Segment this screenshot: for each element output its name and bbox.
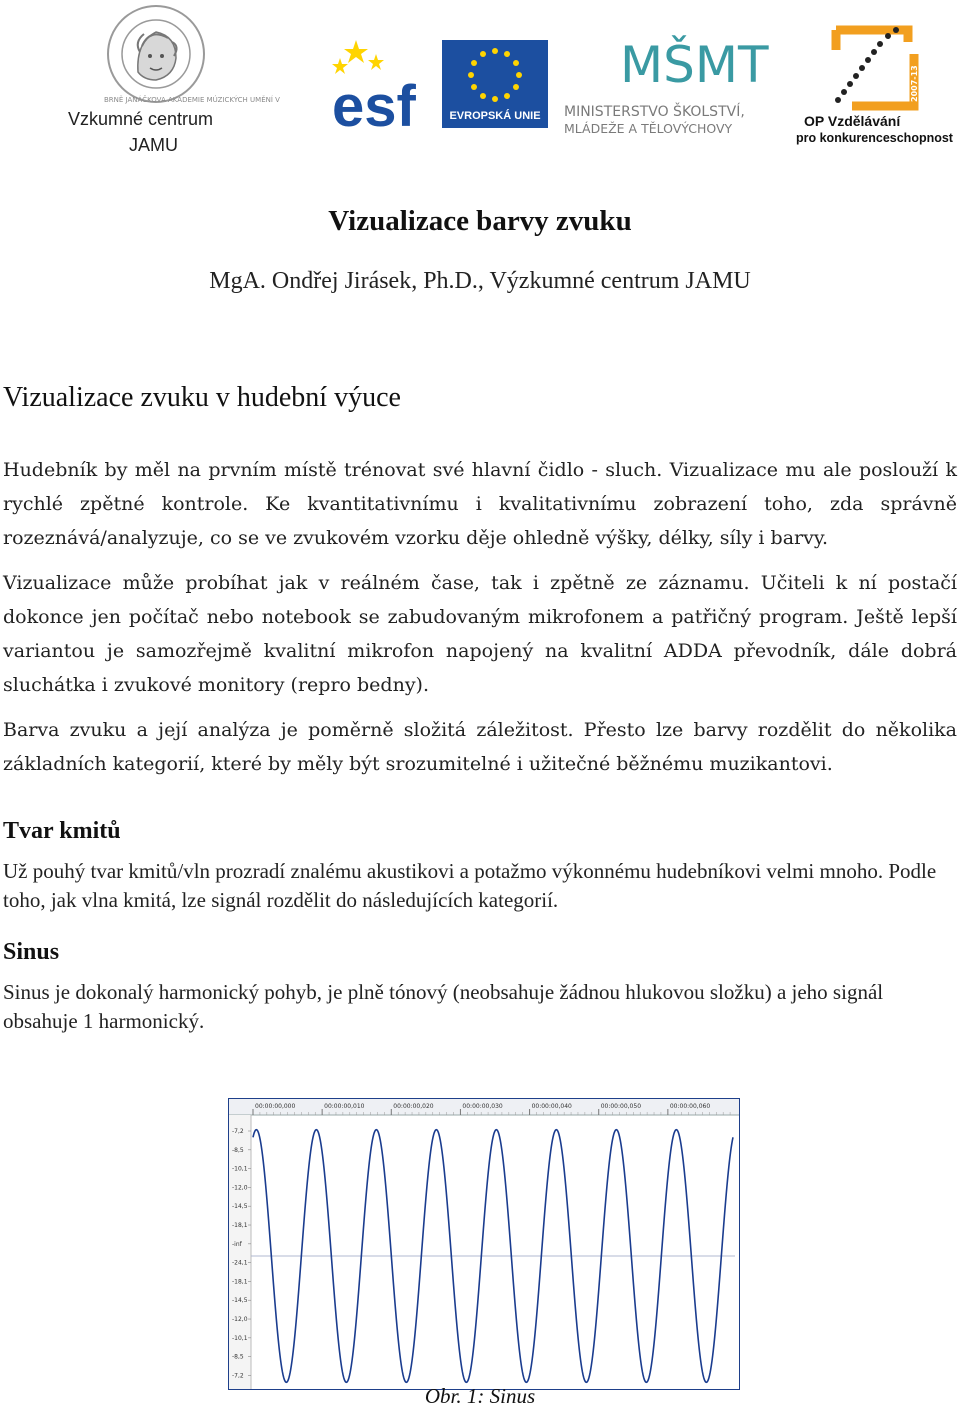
y-axis-strip: [229, 1115, 251, 1389]
y-tick-label: -18,1: [232, 1278, 248, 1286]
time-label: 00:00:00,010: [324, 1103, 365, 1110]
y-tick-label: -12,0: [232, 1184, 248, 1192]
time-label: 00:00:00,060: [669, 1103, 711, 1110]
op-line2: pro konkurenceschopnost: [796, 131, 953, 145]
time-label: 00:00:00,040: [531, 1103, 572, 1110]
eu-text: EVROPSKÁ UNIE: [449, 110, 541, 122]
y-tick-label: -12,0: [232, 1316, 248, 1324]
eu-stars-icon: [442, 40, 548, 110]
section-heading-sinus: Sinus: [3, 939, 60, 965]
header-logos: [0, 0, 960, 170]
paragraph-5: Sinus je dokonalý harmonický pohyb, je plně tónový (neobsahuje žádnou hlukovou složku) a jeho signál obsahuje 1 harmonický.: [3, 980, 884, 1033]
jamu-label: [68, 106, 213, 158]
y-tick-label: -8,5: [232, 1146, 244, 1154]
section-heading-wave-shape: Tvar kmitů: [3, 818, 121, 844]
time-label: 00:00:00,020: [393, 1103, 434, 1110]
y-tick-label: -10,1: [232, 1165, 248, 1173]
eu-flag-logo: [442, 40, 548, 128]
jamu-seal-logo: [98, 2, 280, 106]
msmt-line1: MINISTERSTVO ŠKOLSTVÍ,: [564, 104, 745, 120]
op-line1: OP Vzdělávání: [804, 113, 901, 129]
time-label: 00:00:00,050: [600, 1103, 642, 1110]
paragraph-3: Barva zvuku a její analýza je poměrně složitá záležitost. Přesto lze barvy rozdělit do několika základních kategorií, které by měly být srozumitelné i užitečné běžnému muzikantovi.: [3, 719, 957, 775]
msmt-logo: [562, 30, 784, 138]
figure-caption: Obr. 1: Sinus: [424, 1384, 536, 1408]
sine-wave-figure: [228, 1098, 740, 1390]
y-tick-label: -14,5: [232, 1297, 248, 1305]
y-tick-label: -7,2: [232, 1372, 244, 1380]
y-tick-label: -24,1: [232, 1259, 248, 1267]
esf-logo: [332, 40, 436, 139]
paragraph-4: Už pouhý tvar kmitů/vln prozradí znalému akustikovi a potažmo výkonnému hudebníkovi velmi mnoho. Podle toho, jak vlna kmitá, lze signál rozdělit do následujících kategorií.: [3, 859, 937, 912]
sine-wave-chart: [229, 1099, 739, 1389]
document-title: Vizualizace barvy zvuku: [328, 205, 632, 237]
y-tick-label: -14,5: [232, 1203, 248, 1211]
jamu-label-line2: JAMU: [129, 135, 178, 155]
paragraph-1: Hudebník by měl na prvním místě trénovat své hlavní čidlo - sluch. Vizualizace mu ale poslouží k rychlé zpětné kontrole. Ke kvantitativnímu i kvalitativnímu zobrazení toho, zda správně rozeznává/analyzuje, co se ve zvukovém vzorku děje ohledně výšky, délky, síly i barvy.: [3, 459, 957, 549]
op-years: 2007-13: [910, 65, 919, 102]
time-label: 00:00:00,030: [462, 1103, 503, 1110]
msmt-text: MŠMT: [620, 36, 769, 94]
y-tick-label: -18,1: [232, 1222, 248, 1230]
y-tick-label: -8,5: [232, 1353, 244, 1361]
y-tick-label: -inf: [232, 1240, 242, 1248]
section-heading-visualization: Vizualizace zvuku v hudební výuce: [3, 382, 401, 413]
esf-text: esf: [332, 74, 416, 139]
y-tick-label: -10,1: [232, 1334, 248, 1342]
time-label: 00:00:00,000: [255, 1103, 296, 1110]
op-vzdelavani-logo: [796, 22, 956, 146]
jamu-label-line1: Vzkumné centrum: [68, 109, 214, 129]
paragraph-2: Vizualizace může probíhat jak v reálném čase, tak i zpětně ze záznamu. Učiteli k ní postačí dokonce jen počítač nebo notebook se zabudovaným mikrofonem a patřičný program. Ještě lepší variantou je samozřejmě kvalitní mikrofon napojený na kvalitní ADDA převodník, dále dobrá sluchátka i zvukové monitory (repro bedny).: [3, 572, 957, 696]
msmt-line2: MLÁDEŽE A TĚLOVÝCHOVY: [564, 121, 733, 136]
document-author: MgA. Ondřej Jirásek, Ph.D., Výzkumné centrum JAMU: [209, 268, 751, 294]
y-tick-label: -7,2: [232, 1128, 244, 1135]
jamu-seal-text: BRNĚ JANÁČKOVA AKADEMIE MÚZICKÝCH UMĚNÍ V: [104, 96, 280, 104]
